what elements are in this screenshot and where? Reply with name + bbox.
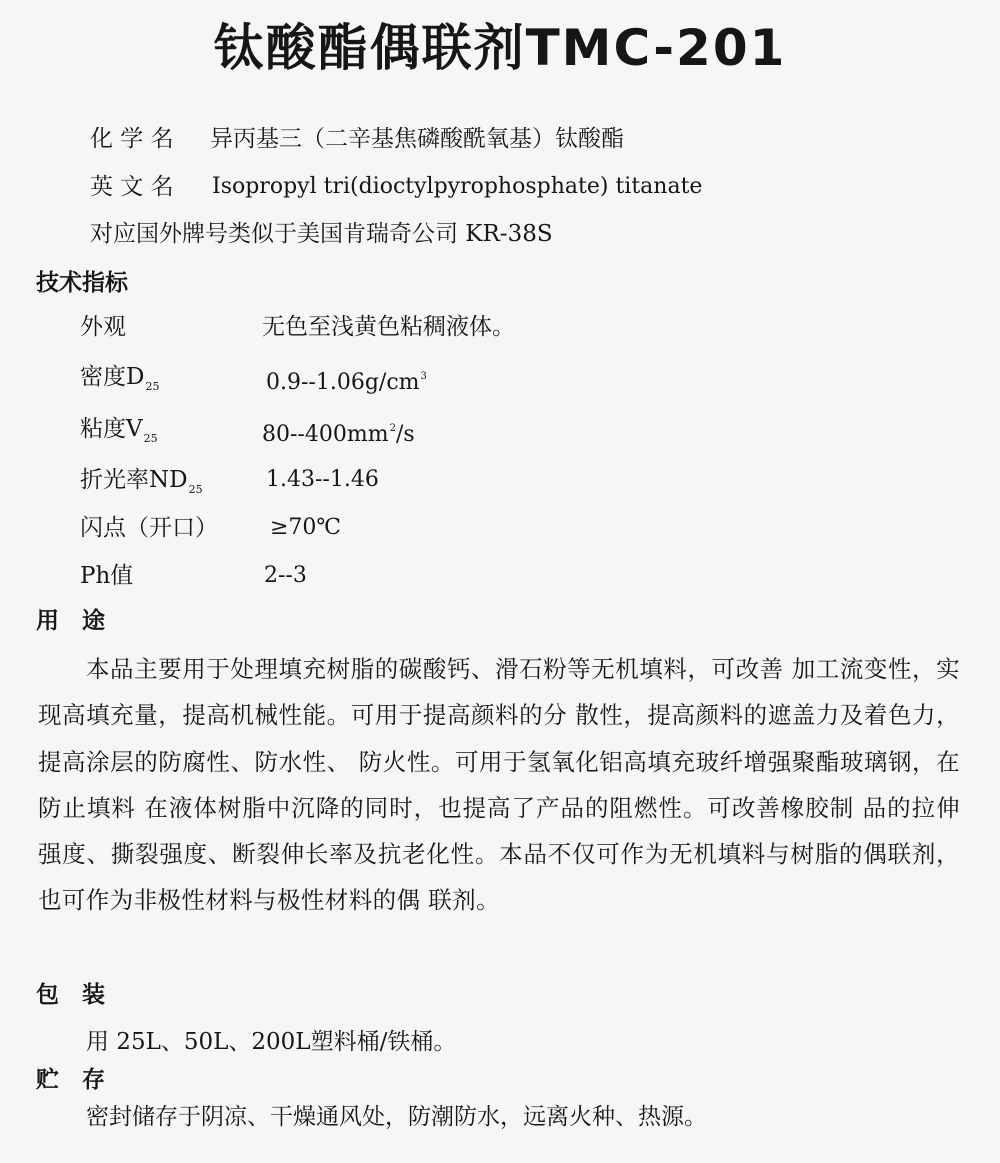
specs-heading: 技术指标: [36, 270, 128, 296]
chem-name-label: 化 学 名: [90, 126, 174, 152]
density-label: 密度$D_{25}$: [80, 364, 160, 393]
density-value: $0.9--1.06g/cm^3$: [266, 370, 427, 395]
refractive-subscript: 25: [188, 483, 203, 496]
packaging-text: 用 25L、50L、200L塑料桶/铁桶。: [86, 1029, 457, 1055]
viscosity-label: 粘度$V_{25}$: [80, 416, 158, 445]
viscosity-superscript: 2: [389, 423, 396, 434]
flash-point-value: ≥70℃: [270, 515, 342, 540]
storage-heading: 贮 存: [36, 1067, 105, 1093]
density-superscript: 3: [420, 371, 427, 382]
packaging-heading: 包 装: [36, 982, 105, 1008]
en-name-value: Isopropyl tri(dioctylpyrophosphate) titanate: [212, 174, 703, 199]
document-title: 钛酸酯偶联剂TMC-201: [213, 19, 787, 77]
refractive-index-value: 1.43--1.46: [266, 467, 379, 492]
chem-name-value: 异丙基三（二辛基焦磷酸酰氧基）钛酸酯: [210, 126, 624, 152]
flash-point-label: 闪点（开口）: [80, 515, 218, 541]
equivalent-brand: 对应国外牌号类似于美国肯瑞奇公司 KR-38S: [90, 221, 553, 247]
usage-heading: 用 途: [36, 608, 105, 634]
ph-label: Ph值: [80, 563, 134, 589]
density-subscript: 25: [145, 380, 160, 393]
viscosity-value: $80--400mm^2/s$: [262, 422, 415, 447]
ph-value: 2--3: [264, 563, 307, 588]
viscosity-subscript: 25: [143, 432, 158, 445]
usage-paragraph: 本品主要用于处理填充树脂的碳酸钙、滑石粉等无机填料，可改善 加工流变性，实现高填充量，提高机械性能。可用于提高颜料的分 散性，提高颜料的遮盖力及着色力，提高涂层的防腐性、防水性、 防火性。可用于氢氧化铝高填充玻纤增强聚酯玻璃钢，在防止填料 在液体树脂中沉降的同时，也提高了产品的阻燃性。可改善橡胶制 品的拉伸强度、撕裂强度、断裂伸长率及抗老化性。本品不仅可作为无机填料与树脂的偶联剂，也可作为非极性材料与极性材料的偶 联剂。: [38, 655, 960, 915]
storage-text: 密封储存于阴凉、干燥通风处，防潮防水，远离火种、热源。: [86, 1104, 707, 1130]
appearance-value: 无色至浅黄色粘稠液体。: [262, 314, 515, 340]
en-name-label: 英 文 名: [90, 174, 174, 200]
appearance-label: 外观: [80, 314, 126, 340]
refractive-index-label: 折光率$ND_{25}$: [80, 467, 203, 496]
